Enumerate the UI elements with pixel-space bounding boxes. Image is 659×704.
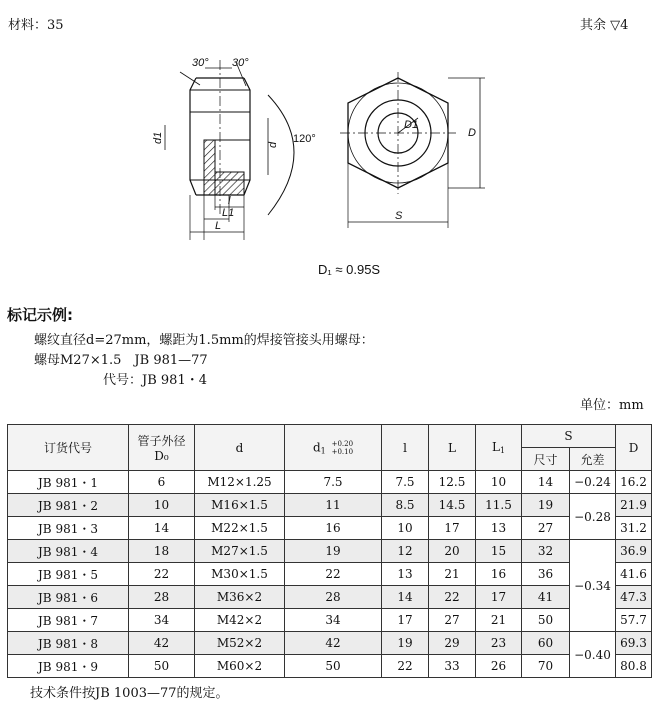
surface-finish [580,14,628,33]
front-view [340,72,485,228]
cell-D: 21.9 [616,494,652,517]
spec-table [7,424,652,678]
cell-d: M22×1.5 [195,517,285,540]
cell-d1: 7.5 [285,471,382,494]
header-code: 订货代号 [8,425,129,471]
cell-d: M36×2 [195,586,285,609]
cell-s: 50 [522,609,570,632]
table-row [8,632,652,655]
header-D: D [616,425,652,471]
header-l: l [382,425,429,471]
D-label: D [468,127,476,139]
cell-L: 27 [429,609,476,632]
table-row [8,540,652,563]
header-pipe-od-line2: D₀ [154,449,169,463]
example-heading: 标记示例: [7,306,73,324]
header-d1-label: d [312,440,321,454]
cell-D: 80.8 [616,655,652,678]
surface-finish-symbol: ▽ [610,18,621,33]
table-row [8,609,652,632]
cell-L: 29 [429,632,476,655]
cell-od: 28 [129,586,195,609]
header-S: S [522,425,616,448]
cell-code: JB 981・5 [8,563,129,586]
cell-od: 22 [129,563,195,586]
cell-s: 27 [522,517,570,540]
cell-d: M30×1.5 [195,563,285,586]
cell-D: 16.2 [616,471,652,494]
cell-L1: 10 [476,471,522,494]
cell-code: JB 981・3 [8,517,129,540]
cell-s: 32 [522,540,570,563]
cell-L1: 13 [476,517,522,540]
cell-s: 14 [522,471,570,494]
cell-L: 20 [429,540,476,563]
cell-code: JB 981・6 [8,586,129,609]
unit-label: 单位：mm [580,398,644,413]
cell-s-tol-group-2: −0.34 [570,540,616,632]
cell-L1: 23 [476,632,522,655]
cell-L: 12.5 [429,471,476,494]
cell-od: 14 [129,517,195,540]
cell-s-tol-group-1: −0.28 [570,494,616,540]
cell-code: JB 981・1 [8,471,129,494]
cell-od: 10 [129,494,195,517]
cell-D: 57.7 [616,609,652,632]
header-L: L [429,425,476,471]
d-label: d [267,141,279,148]
cell-d: M16×1.5 [195,494,285,517]
table-row [8,655,652,678]
example-line-1: 螺纹直径d=27mm，螺距为1.5mm的焊接管接头用螺母： [34,333,374,348]
cell-s: 60 [522,632,570,655]
cell-L: 14.5 [429,494,476,517]
angle-30-right: 30° [232,57,249,69]
L1-label: L1 [222,207,235,219]
angle-30-left: 30° [192,57,209,69]
cell-l: 19 [382,632,429,655]
d1-label: d1 [152,131,164,144]
cell-d: M42×2 [195,609,285,632]
cell-l: 12 [382,540,429,563]
cell-D: 31.2 [616,517,652,540]
cell-l: 14 [382,586,429,609]
cell-d1: 19 [285,540,382,563]
cell-od: 42 [129,632,195,655]
table-row [8,517,652,540]
cell-l: 10 [382,517,429,540]
header-d1 [285,425,382,471]
table-row [8,494,652,517]
cell-d: M60×2 [195,655,285,678]
cell-s-tol: −0.24 [570,471,616,494]
cell-l: 8.5 [382,494,429,517]
cell-s: 36 [522,563,570,586]
cell-od: 50 [129,655,195,678]
cell-L: 17 [429,517,476,540]
cell-code: JB 981・4 [8,540,129,563]
L-label: L [215,220,222,232]
cell-code: JB 981・9 [8,655,129,678]
header-L1-sub: 1 [499,446,506,455]
cell-l: 7.5 [382,471,429,494]
header-pipe-od-line1: 管子外径 [137,434,186,448]
header-d1-tol-lower: +0.10 [331,447,354,456]
cell-L1: 11.5 [476,494,522,517]
surface-finish-text: 其余 [580,18,607,33]
cell-D: 47.3 [616,586,652,609]
cell-code: JB 981・7 [8,609,129,632]
nut-technical-drawing [0,40,659,260]
example-line-2: 螺母M27×1.5 JB 981—77 [34,353,208,368]
cell-code: JB 981・2 [8,494,129,517]
example-line-3: 代号：JB 981・4 [103,373,207,388]
cell-L1: 16 [476,563,522,586]
cell-d1: 16 [285,517,382,540]
header-S-tol: 允差 [570,448,616,471]
cell-D: 69.3 [616,632,652,655]
cell-code: JB 981・8 [8,632,129,655]
cell-d1: 42 [285,632,382,655]
cell-s: 19 [522,494,570,517]
table-row [8,586,652,609]
header-L1 [476,425,522,471]
table-row [8,563,652,586]
cell-L: 21 [429,563,476,586]
cell-D: 41.6 [616,563,652,586]
cell-L: 22 [429,586,476,609]
cell-d1: 22 [285,563,382,586]
cell-s: 70 [522,655,570,678]
cell-d1: 34 [285,609,382,632]
cell-od: 34 [129,609,195,632]
header-d: d [195,425,285,471]
cell-od: 6 [129,471,195,494]
cell-l: 17 [382,609,429,632]
l-label: l [228,195,231,207]
cell-s-tol-group-3: −0.40 [570,632,616,678]
header-d1-sub: 1 [320,446,326,455]
cell-s: 41 [522,586,570,609]
D1-label: D1 [404,119,419,131]
cell-l: 22 [382,655,429,678]
table-row [8,471,652,494]
cell-d1: 28 [285,586,382,609]
cell-od: 18 [129,540,195,563]
cell-L: 33 [429,655,476,678]
cell-d: M12×1.25 [195,471,285,494]
angle-120: 120° [293,133,316,145]
footnote: 技术条件按JB 1003—77的规定。 [30,686,229,701]
formula-d1: D₁ ≈ 0.95S [318,262,381,277]
cell-d: M52×2 [195,632,285,655]
cell-L1: 21 [476,609,522,632]
cell-D: 36.9 [616,540,652,563]
surface-finish-value: 4 [620,18,629,33]
header-d1-tol-upper: +0.20 [331,439,354,448]
header-L1-label: L [491,440,500,454]
cell-L1: 15 [476,540,522,563]
cell-L1: 26 [476,655,522,678]
cell-d1: 50 [285,655,382,678]
S-label: S [395,210,403,222]
cell-L1: 17 [476,586,522,609]
cell-d: M27×1.5 [195,540,285,563]
header-pipe-od [129,425,195,471]
material-label: 材料：35 [8,18,64,33]
cell-d1: 11 [285,494,382,517]
cell-l: 13 [382,563,429,586]
header-S-size: 尺寸 [522,448,570,471]
